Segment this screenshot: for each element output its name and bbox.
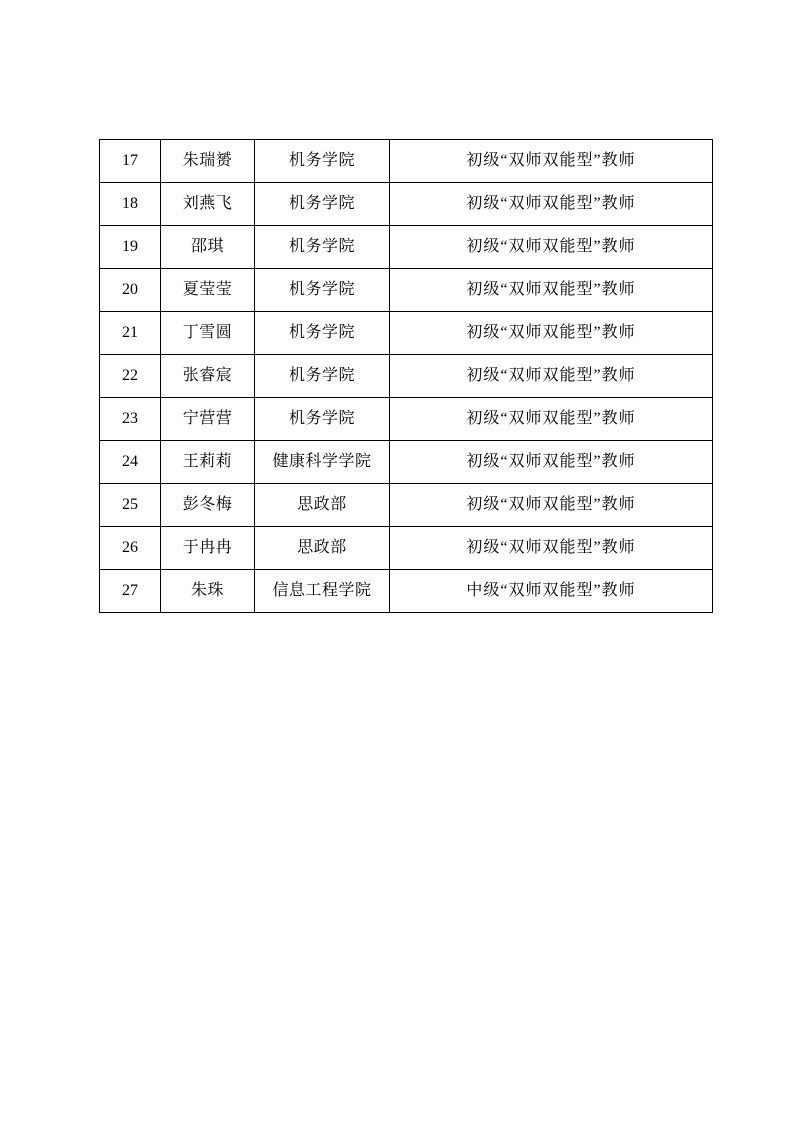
row-name: 王莉莉 — [161, 441, 255, 484]
table-row — [100, 355, 713, 398]
row-title: 初级“双师双能型”教师 — [390, 269, 713, 312]
table-body — [100, 140, 713, 613]
row-index: 22 — [100, 355, 161, 398]
row-index: 24 — [100, 441, 161, 484]
table-row — [100, 570, 713, 613]
row-index: 18 — [100, 183, 161, 226]
row-index: 27 — [100, 570, 161, 613]
row-name: 于冉冉 — [161, 527, 255, 570]
row-dept: 机务学院 — [255, 140, 390, 183]
table-row — [100, 484, 713, 527]
table-row — [100, 226, 713, 269]
row-dept: 思政部 — [255, 527, 390, 570]
row-index: 19 — [100, 226, 161, 269]
row-name: 朱瑞赟 — [161, 140, 255, 183]
row-dept: 信息工程学院 — [255, 570, 390, 613]
teacher-list-table-wrapper — [99, 139, 694, 613]
teacher-list-table — [99, 139, 713, 613]
row-index: 20 — [100, 269, 161, 312]
row-index: 21 — [100, 312, 161, 355]
row-dept: 健康科学学院 — [255, 441, 390, 484]
table-row — [100, 398, 713, 441]
row-index: 17 — [100, 140, 161, 183]
row-title: 初级“双师双能型”教师 — [390, 441, 713, 484]
row-dept: 机务学院 — [255, 398, 390, 441]
row-name: 张睿宸 — [161, 355, 255, 398]
row-name: 刘燕飞 — [161, 183, 255, 226]
table-row — [100, 441, 713, 484]
row-index: 25 — [100, 484, 161, 527]
row-title: 初级“双师双能型”教师 — [390, 527, 713, 570]
row-title: 初级“双师双能型”教师 — [390, 183, 713, 226]
row-title: 初级“双师双能型”教师 — [390, 140, 713, 183]
table-row — [100, 183, 713, 226]
row-dept: 机务学院 — [255, 355, 390, 398]
row-title: 初级“双师双能型”教师 — [390, 312, 713, 355]
row-index: 26 — [100, 527, 161, 570]
row-title: 初级“双师双能型”教师 — [390, 484, 713, 527]
table-row — [100, 312, 713, 355]
row-title: 初级“双师双能型”教师 — [390, 226, 713, 269]
row-dept: 机务学院 — [255, 269, 390, 312]
row-name: 丁雪圆 — [161, 312, 255, 355]
row-name: 彭冬梅 — [161, 484, 255, 527]
row-name: 朱珠 — [161, 570, 255, 613]
row-index: 23 — [100, 398, 161, 441]
table-row — [100, 140, 713, 183]
row-title: 初级“双师双能型”教师 — [390, 355, 713, 398]
row-title: 初级“双师双能型”教师 — [390, 398, 713, 441]
row-title: 中级“双师双能型”教师 — [390, 570, 713, 613]
table-row — [100, 269, 713, 312]
row-dept: 机务学院 — [255, 226, 390, 269]
row-dept: 思政部 — [255, 484, 390, 527]
row-name: 邵琪 — [161, 226, 255, 269]
row-dept: 机务学院 — [255, 312, 390, 355]
row-dept: 机务学院 — [255, 183, 390, 226]
table-row — [100, 527, 713, 570]
row-name: 宁营营 — [161, 398, 255, 441]
row-name: 夏莹莹 — [161, 269, 255, 312]
